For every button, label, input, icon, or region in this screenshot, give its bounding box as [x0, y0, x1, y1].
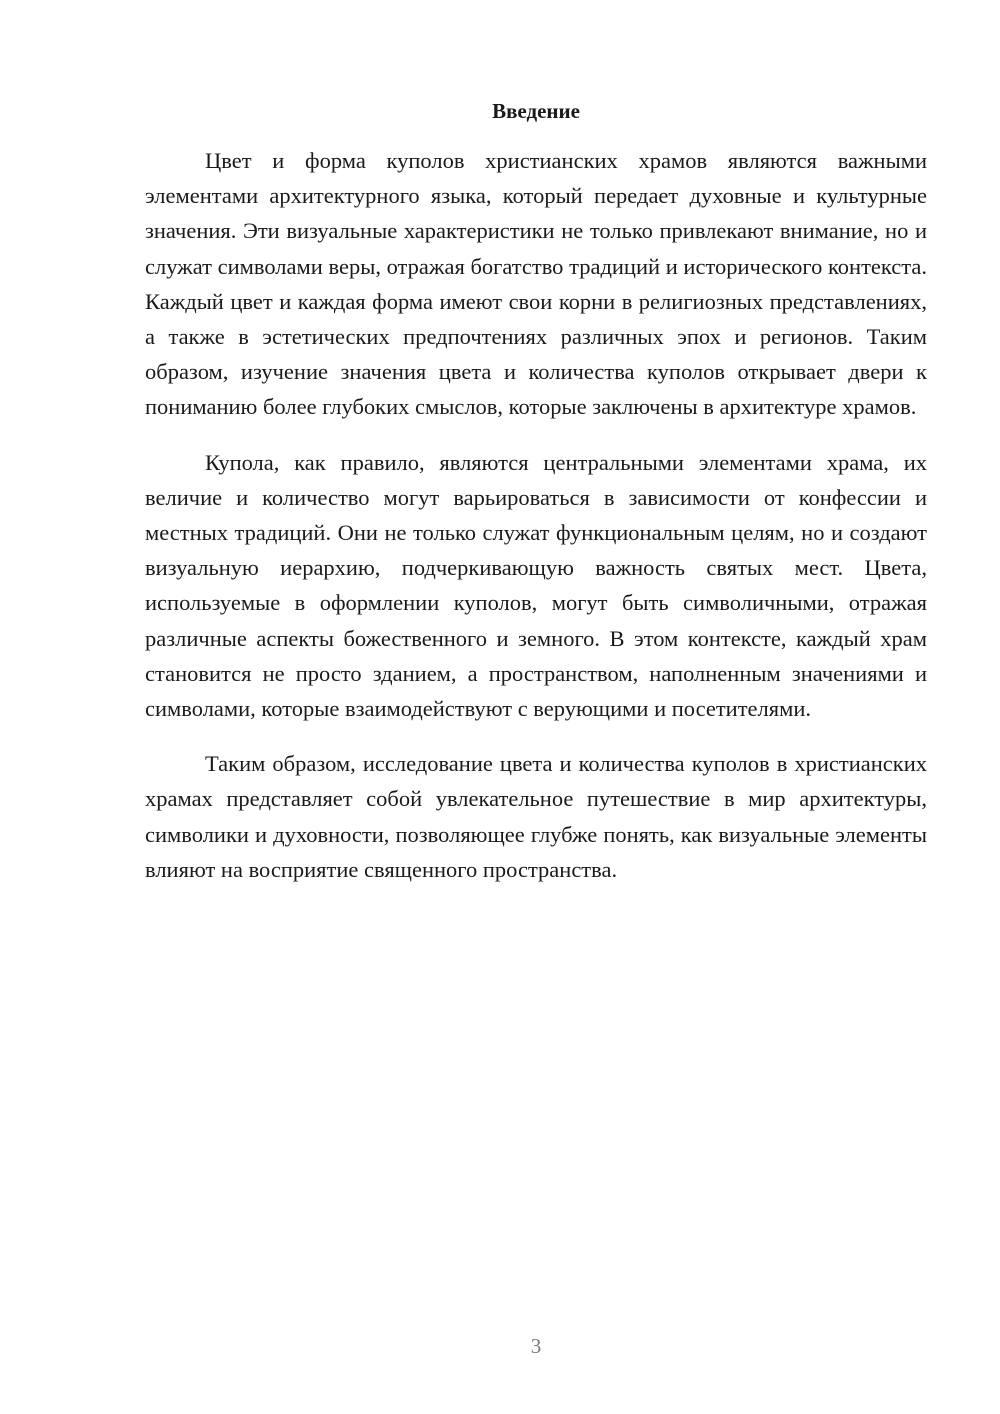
paragraph-2: Купола, как правило, являются центральными элементами храма, их величие и количество могут варьироваться в зависимости от конфессии и местных традиций. Они не только служат функциональным целям, но и создают визуальную иерархию, подчеркивающую важность святых мест. Цвета, используемые в оформлении куполов, могут быть символичными, отражая различные аспекты божественного и земного. В этом контексте, каждый храм становится не просто зданием, а пространством, наполненным значениями и символами, которые взаимодействуют с верующими и посетителями. [145, 449, 927, 722]
body-text [145, 143, 927, 907]
paragraph-3: Таким образом, исследование цвета и количества куполов в христианских храмах представляет собой увлекательное путешествие в мир архитектуры, символики и духовности, позволяющее глубже понять, как визуальные элементы влияют на восприятие священного пространства. [145, 751, 927, 882]
paragraph-1: Цвет и форма куполов христианских храмов являются важными элементами архитектурного языка, который передает духовные и культурные значения. Эти визуальные характеристики не только привлекают внимание, но и служат символами веры, отражая богатство традиций и исторического контекста. Каждый цвет и каждая форма имеют свои корни в религиозных представлениях, а также в эстетических предпочтениях различных эпох и регионов. Таким образом, изучение значения цвета и количества куполов открывает двери к пониманию более глубоких смыслов, которые заключены в архитектуре храмов. [145, 148, 927, 420]
page-number: 3 [530, 1334, 542, 1358]
section-title: Введение [492, 99, 580, 123]
